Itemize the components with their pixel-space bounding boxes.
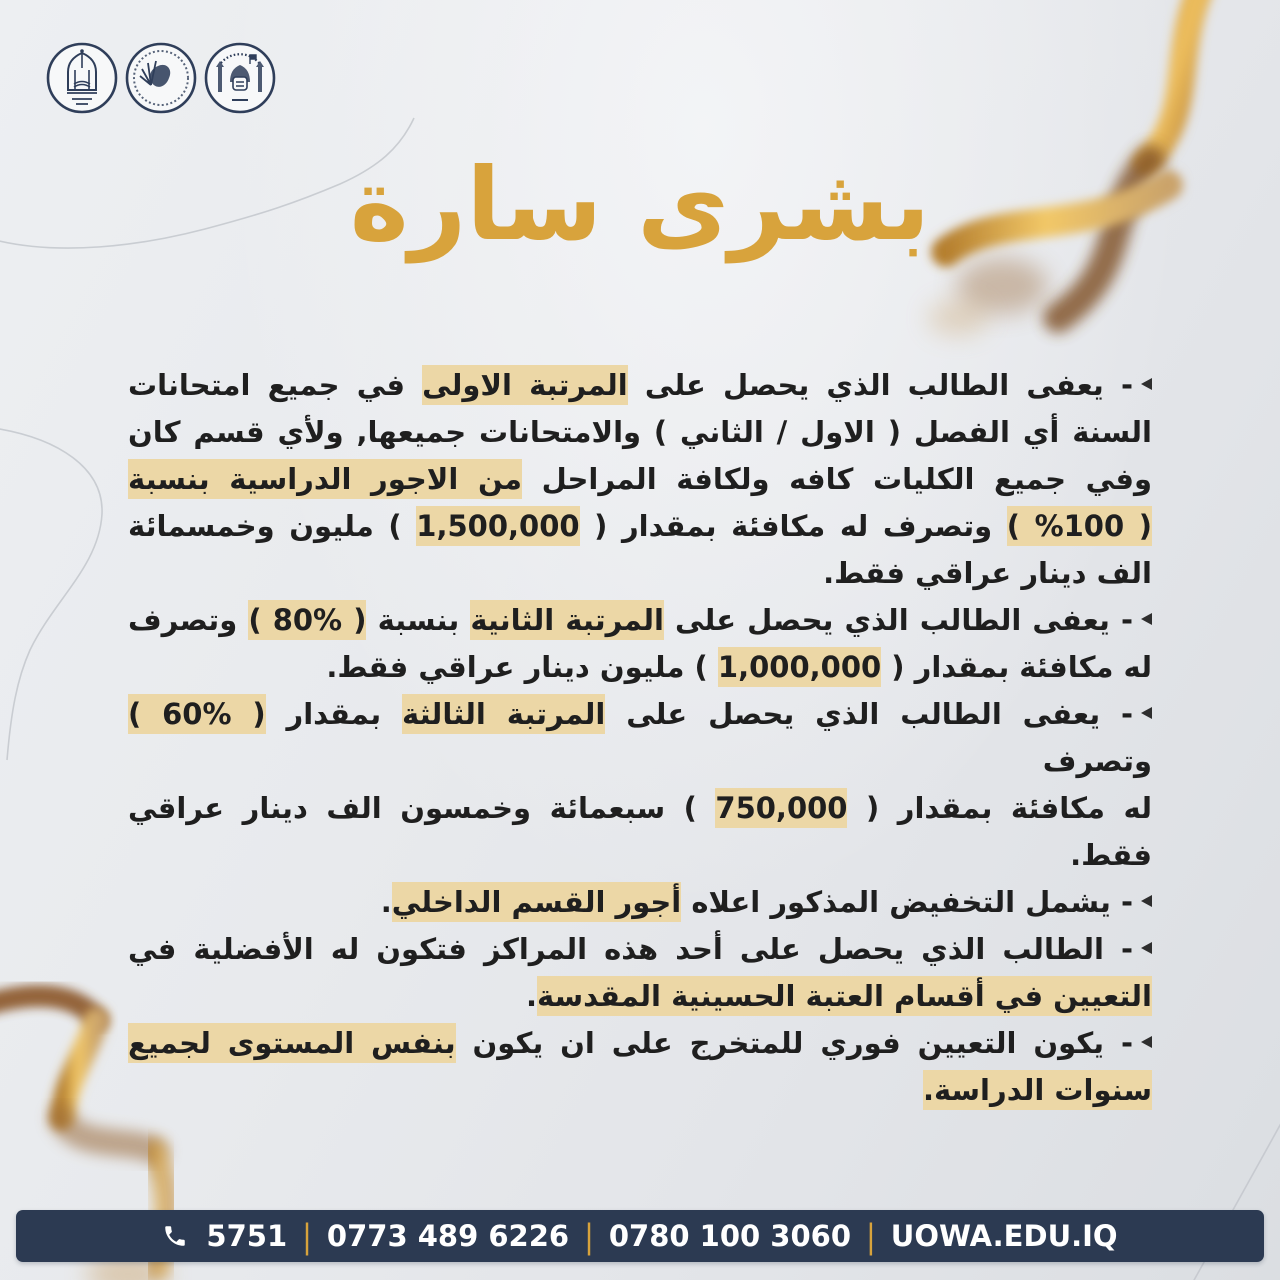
bullet-item <box>128 879 1152 926</box>
bullet-arrow-icon <box>1141 378 1152 390</box>
bullet-item <box>128 926 1152 1020</box>
body-text: وتصرف <box>1042 744 1152 778</box>
bullet-arrow-icon <box>1141 613 1152 625</box>
body-text: بنسبة <box>366 603 471 637</box>
body-text: . <box>380 885 392 919</box>
text-line <box>128 879 1152 926</box>
text-line <box>128 503 1152 550</box>
body-text: الف دينار عراقي فقط. <box>823 556 1152 590</box>
body-text: في جميع امتحانات <box>128 368 423 402</box>
university-emblem-icon <box>44 40 120 116</box>
logo-row <box>44 40 278 116</box>
phone-icon <box>162 1223 188 1249</box>
highlighted-text: المرتبة الاولى <box>422 365 628 405</box>
body-text: وفي جميع الكليات كافه ولكافة المراحل <box>522 462 1152 496</box>
contact-bar <box>16 1210 1264 1262</box>
text-line <box>128 362 1152 409</box>
body-text: وتصرف <box>128 603 249 637</box>
holy-shrine-secretariat-emblem-icon <box>202 40 278 116</box>
text-line <box>128 597 1152 644</box>
bullet-arrow-icon <box>1141 1036 1152 1048</box>
highlighted-text: من الاجور الدراسية بنسبة <box>128 459 522 499</box>
website-url: UOWA.EDU.IQ <box>890 1219 1118 1253</box>
bullet-arrow-icon <box>1141 895 1152 907</box>
body-text: بمقدار <box>265 697 402 731</box>
bullet-item <box>128 1020 1152 1114</box>
highlighted-text: أجور القسم الداخلي <box>392 882 681 922</box>
contact-phone-2: 0780 100 3060 <box>608 1219 852 1253</box>
text-line <box>128 1020 1152 1067</box>
body-text: . <box>525 979 537 1013</box>
text-line <box>128 550 1152 597</box>
highlighted-text: ( %80 ) <box>248 600 366 640</box>
text-line <box>128 973 1152 1020</box>
text-line <box>128 691 1152 785</box>
body-text: السنة أي الفصل ( الاول / الثاني ) والامتحانات جميعها, ولأي قسم كان <box>128 415 1152 449</box>
separator-bar: | <box>302 1216 312 1256</box>
separator-bar: | <box>584 1216 594 1256</box>
body-text: ) سبعمائة وخمسون الف دينار عراقي <box>128 791 716 825</box>
highlighted-text: ( %60 ) <box>128 694 266 734</box>
body-text: له مكافئة بمقدار ( <box>847 791 1152 825</box>
text-line <box>128 409 1152 456</box>
highlighted-text: التعيين في أقسام العتبة الحسينية المقدسة <box>537 976 1152 1016</box>
bullet-arrow-icon <box>1141 707 1152 719</box>
bullet-item <box>128 691 1152 879</box>
text-line <box>128 1067 1152 1114</box>
highlighted-text: ( %100 ) <box>1007 506 1152 546</box>
highlighted-text: 750,000 <box>715 788 847 828</box>
contact-short-number: 5751 <box>206 1219 288 1253</box>
body-text: فقط. <box>1070 838 1152 872</box>
body-text: - الطالب الذي يحصل على أحد هذه المراكز فتكون له الأفضلية في <box>128 932 1133 966</box>
body-text: - يعفى الطالب الذي يحصل على <box>663 603 1133 637</box>
highlighted-text: سنوات الدراسة. <box>923 1070 1152 1110</box>
highlighted-text: بنفس المستوى لجميع <box>128 1023 456 1063</box>
body-text: وتصرف له مكافئة بمقدار ( <box>579 509 1007 543</box>
body-text: - يعفى الطالب الذي يحصل على <box>605 697 1133 731</box>
text-line <box>128 456 1152 503</box>
highlighted-text: 1,000,000 <box>718 647 881 687</box>
text-line <box>128 785 1152 832</box>
body-text: - يشمل التخفيض المذكور اعلاه <box>681 885 1133 919</box>
text-line <box>128 832 1152 879</box>
body-text: - يكون التعيين فوري للمتخرج على ان يكون <box>455 1026 1134 1060</box>
highlighted-text: المرتبة الثالثة <box>402 694 605 734</box>
text-line <box>128 644 1152 691</box>
body-text: ) مليون وخمسمائة <box>128 509 417 543</box>
contact-phone-1: 0773 489 6226 <box>326 1219 570 1253</box>
text-line <box>128 926 1152 973</box>
separator-bar: | <box>866 1216 876 1256</box>
bullet-arrow-icon <box>1141 942 1152 954</box>
highlighted-text: 1,500,000 <box>416 506 579 546</box>
highlighted-text: المرتبة الثانية <box>470 600 664 640</box>
body-text: ) مليون دينار عراقي فقط. <box>326 650 718 684</box>
bullet-item <box>128 362 1152 597</box>
body-text: له مكافئة بمقدار ( <box>881 650 1152 684</box>
bullet-item <box>128 597 1152 691</box>
ministry-of-higher-education-emblem-icon <box>123 40 199 116</box>
announcement-body <box>128 362 1152 1114</box>
page-title: بشرى سارة <box>349 146 931 263</box>
body-text: - يعفى الطالب الذي يحصل على <box>627 368 1133 402</box>
